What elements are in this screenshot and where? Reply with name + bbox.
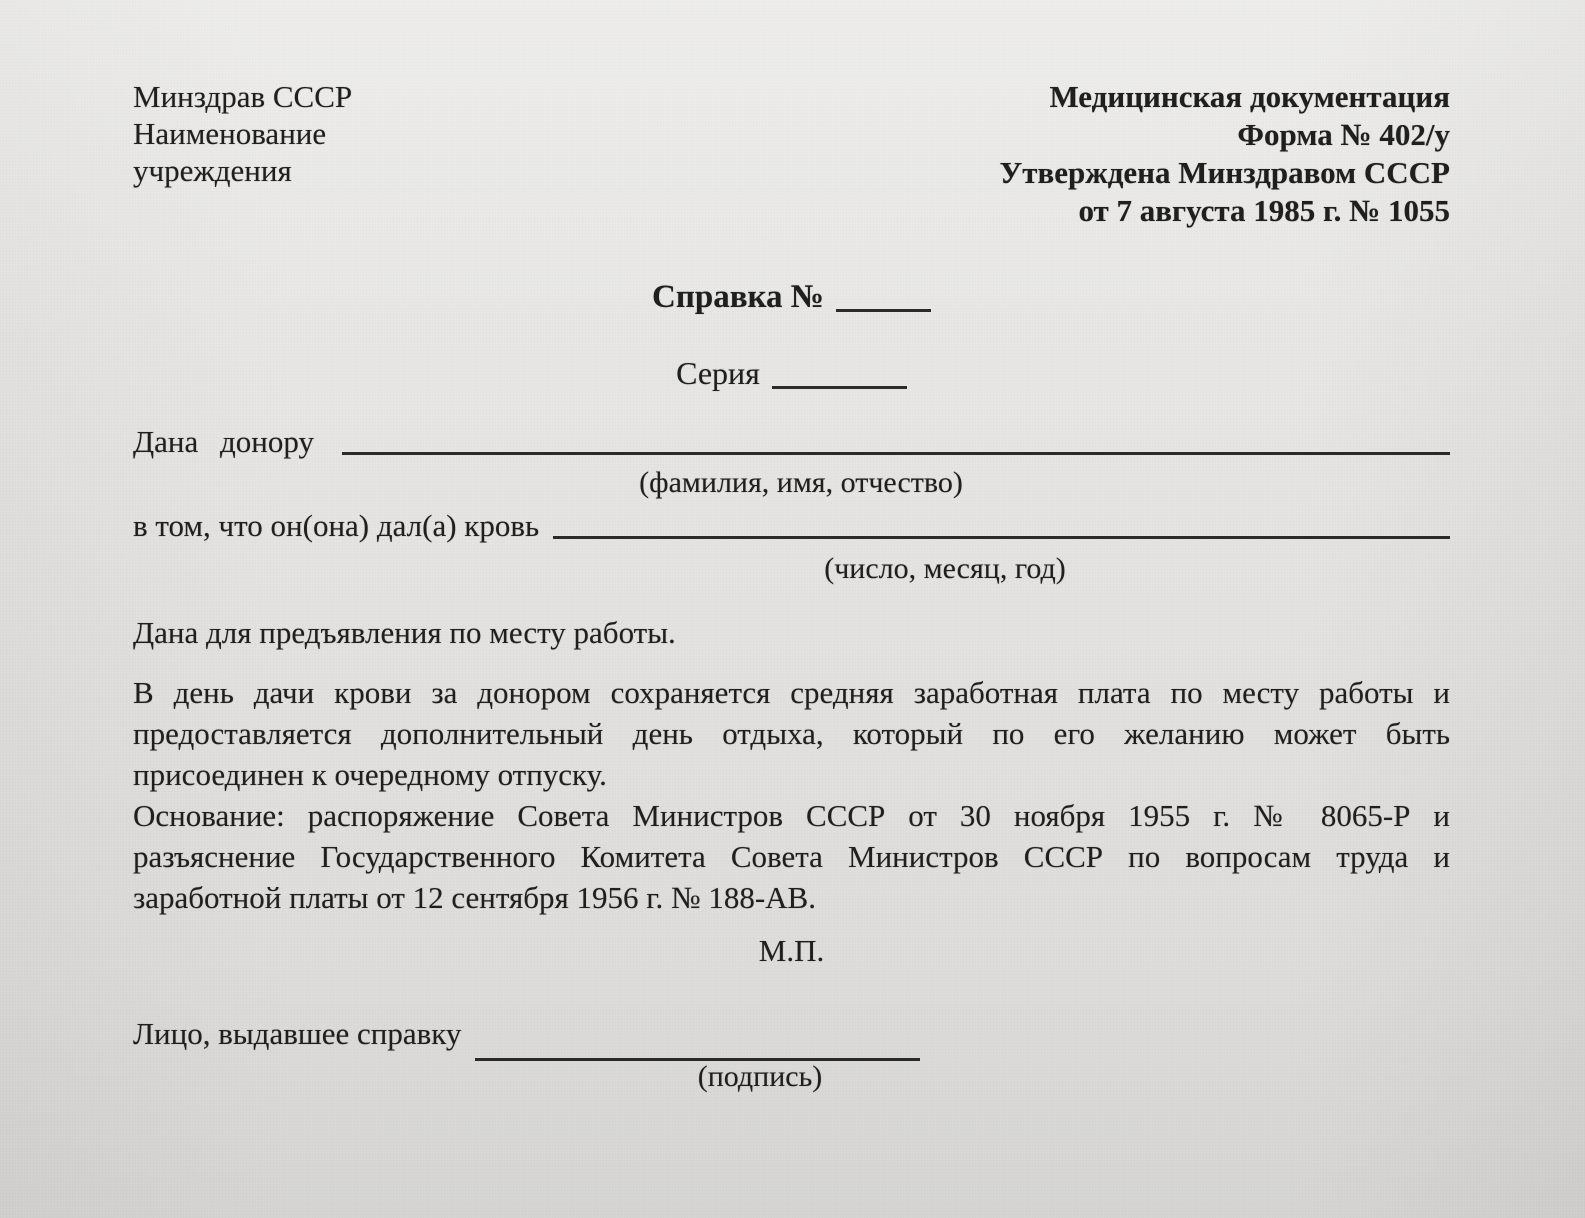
basis-line-1: Основание: распоряжение Совета Министров СССР от 30 ноября 1955 г. № 8065-Р и [133,798,1450,833]
ministry-name: Минздрав СССР [133,79,353,114]
benefits-line-2: предоставляется дополнительный день отдыха, который по его желанию может быть [133,716,1450,751]
institution-name-label-1: Наименование [133,116,327,151]
certificate-title: Справка № [652,279,824,315]
issuing-ministry-block [133,78,352,189]
benefits-line-1: В день дачи крови за донором сохраняется средняя заработная плата по месту работы и [133,675,1450,710]
series-blank [772,386,907,389]
approved-by-label: Утверждена Минздравом СССР [999,155,1450,190]
institution-name-label-2: учреждения [133,153,292,188]
doc-type-label: Медицинская документация [1049,79,1450,114]
signature-hint: (подпись) [697,1060,823,1093]
certificate-number-blank [836,309,931,312]
benefits-line-3: присоединен к очередному отпуску. [133,757,607,792]
legal-basis-paragraph [133,795,1450,918]
issuer-row [133,1012,1450,1056]
donation-statement-label: в том, что он(она) дал(а) кровь [133,508,540,543]
donor-name-row [133,420,1450,464]
series-row [133,352,1450,394]
approval-date-label: от 7 августа 1985 г. № 1055 [1078,193,1450,228]
purpose-statement: Дана для предъявления по месту работы. [133,615,676,650]
donor-name-hint: (фамилия, имя, отчество) [639,466,963,499]
form-approval-block [1000,78,1450,230]
certificate-number-row [133,276,1450,318]
form-number-label: Форма № 402/у [1237,117,1450,152]
benefits-paragraph [133,672,1450,795]
donation-date-hint: (число, месяц, год) [824,552,1066,585]
issuer-label: Лицо, выдавшее справку [133,1016,462,1051]
donor-name-blank [342,452,1450,455]
stamp-placeholder: М.П. [758,933,825,968]
donation-date-row [133,504,1450,548]
basis-line-2: разъяснение Государственного Комитета Совета Министров СССР по вопросам труда и [133,839,1450,874]
donation-date-blank [553,536,1450,539]
basis-line-3: заработной платы от 12 сентября 1956 г. № 188-АВ. [133,880,816,915]
document-header [133,78,1450,230]
donor-name-label: Дана донору [133,424,314,459]
series-label: Серия [676,355,760,391]
